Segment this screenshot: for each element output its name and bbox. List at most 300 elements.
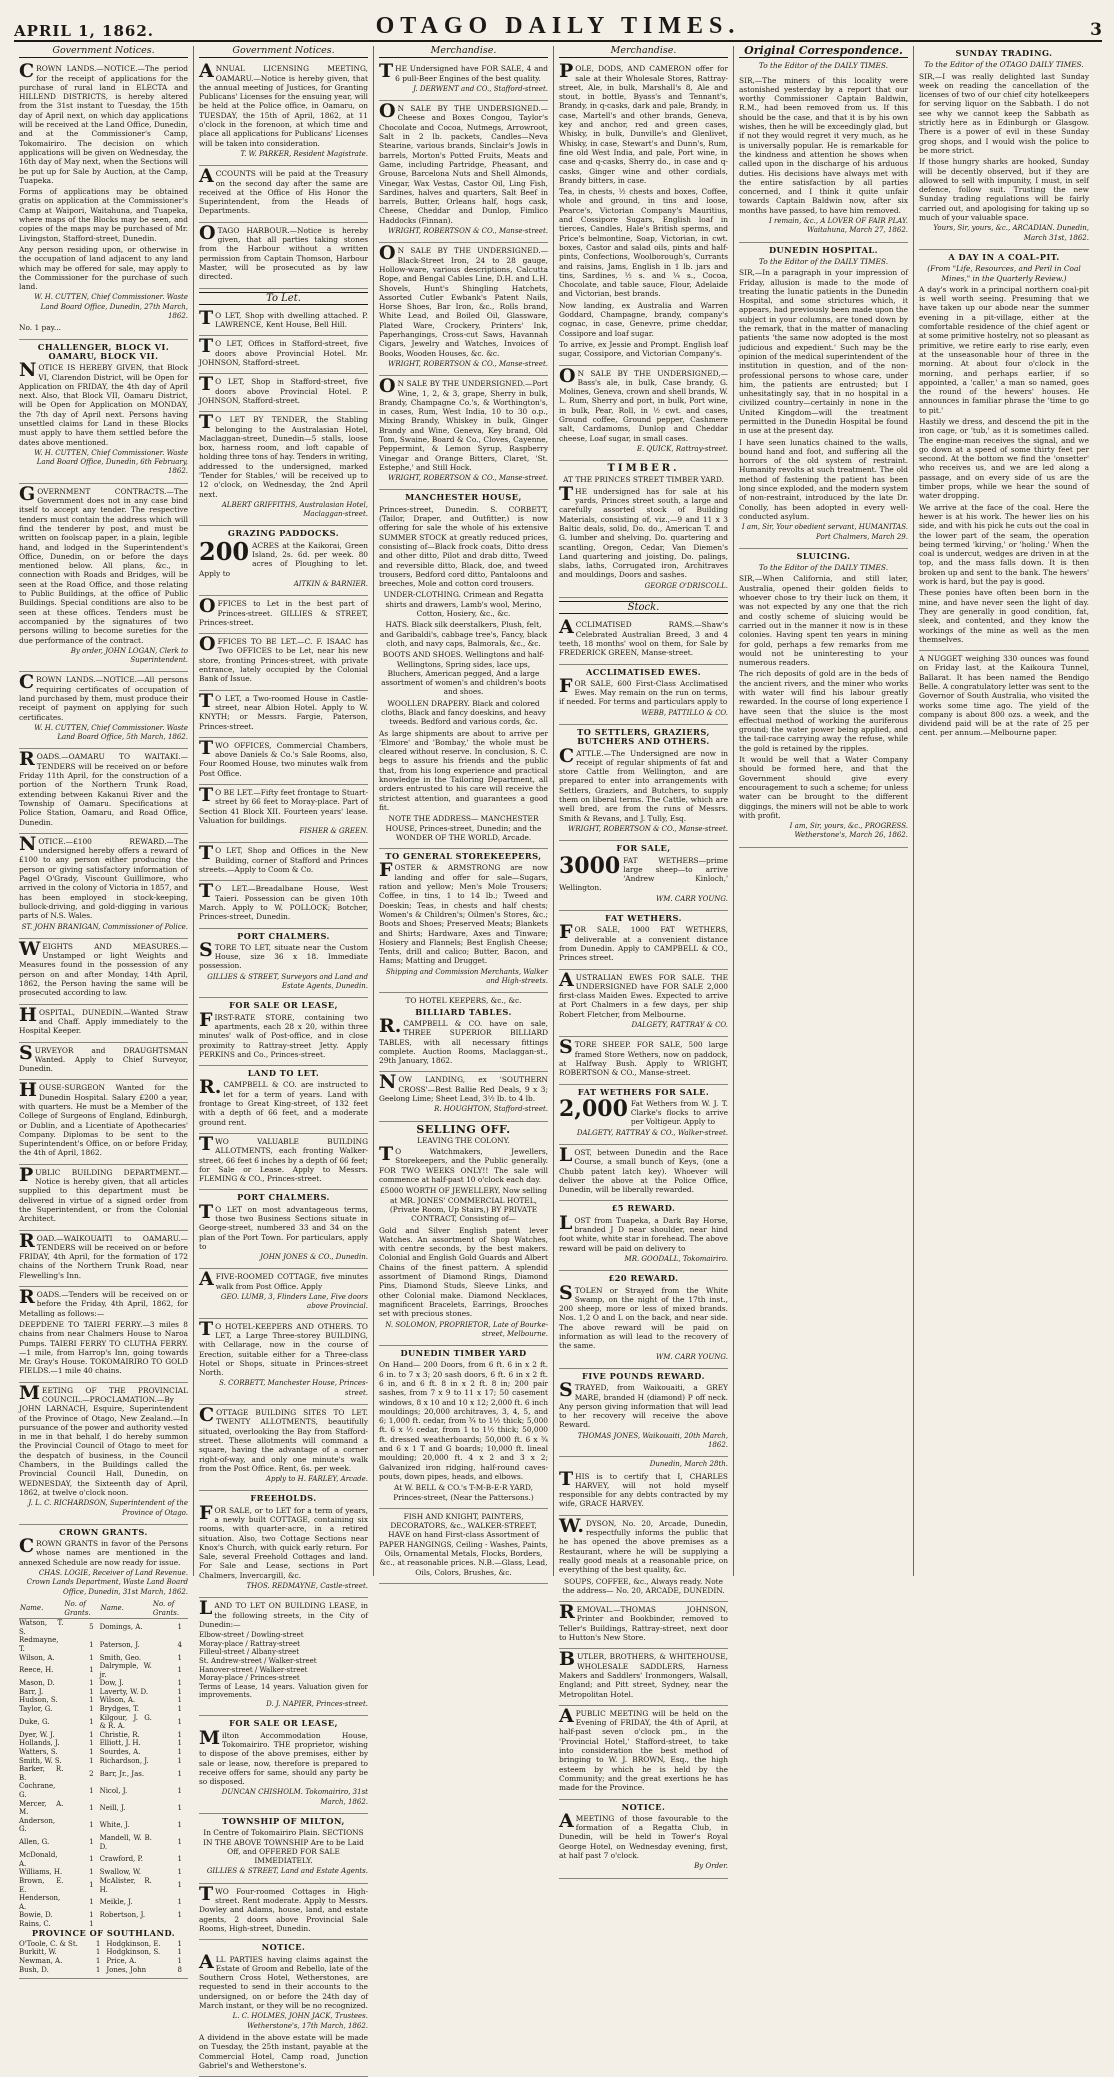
advert-text: SOUPS, COFFEE, &c., Always ready. Note the address— No. 20, ARCADE, DUNEDIN. xyxy=(562,1576,725,1595)
advert xyxy=(559,911,728,969)
advert-signature: DUNCAN CHISHOLM. Tokomairiro, 31st March, 1862. xyxy=(221,1788,368,1806)
table-cell: Hodgkinson, E. xyxy=(106,1939,161,1948)
table-cell: Domings, A. xyxy=(99,1623,143,1632)
advert xyxy=(199,634,368,690)
column-header: Original Correspondence. xyxy=(739,46,908,58)
table-cell: Hodgkinson, S. xyxy=(106,1948,161,1957)
advert-text: LOST from Tuapeka, a Dark Bay Horse, branded J D near shoulder, near hind foot white, white star in forehead. The above reward will be paid on delivery to xyxy=(559,1211,728,1253)
letter-signature: I remain, &c., A LOVER OF FAIR PLAY. Waitahuna, March 27, 1862. xyxy=(769,217,908,235)
advert-signature: Shipping and Commission Merchants, Walker and High-streets. xyxy=(385,967,548,986)
advert xyxy=(199,738,368,785)
notice-heading: NOTICE. xyxy=(621,1801,666,1812)
advert-text: LOST, between Dunedin and the Race Course, a small bunch of Keys, (one a Chubb patent latch key). Whoever will deliver the above at the Police Office, Dunedin, will be liberally rewarded. xyxy=(559,1143,728,1195)
table-cell: 1 xyxy=(177,1821,182,1830)
advert xyxy=(199,596,368,634)
advert-text: THE undersigned has for sale at his yards, Princes street south, a large and carefully assorted stock of Building Materials, consisting of, viz.,—9 and 11 x 3 Baltic deals, solid, Do. do., American T. and G. lumber and shelving, Do. quartering and scantling, Oregon, Cedar, Van Diemen's Land quartering and joisting, Do. palings, slabs, laths, Corrugated iron, Architraves and mouldings, Doors and sashes. xyxy=(559,482,728,580)
notice xyxy=(19,1005,188,1043)
advert-text: Fat Wethers from W. J. T. Clarke's flocks to arrive per Voltigeur. Apply to xyxy=(630,1098,728,1127)
column-header: Government Notices. xyxy=(19,46,188,58)
advert-text: BUTLER, BROTHERS, & WHITEHOUSE, WHOLESALE SADDLERS, Harness Makers and Saddlers' Ironmongers, Walsall, England; and Pitt street, Sydney, near the Metropolitan Hotel. xyxy=(559,1648,728,1699)
advert-signature: E. QUICK, Rattray-street. xyxy=(636,444,728,453)
advert xyxy=(199,929,368,999)
table-cell: Hudson, S. xyxy=(19,1696,58,1705)
advert xyxy=(199,1491,368,1598)
table-cell: Cochrane, G. xyxy=(19,1782,56,1799)
advert xyxy=(379,1122,548,1347)
advert-heading: TO GENERAL STOREKEEPERS, xyxy=(385,851,542,862)
advert xyxy=(559,1457,728,1515)
table-cell: 1 xyxy=(177,1881,182,1890)
advert-text: UNDER-CLOTHING. Crimean and Regatta shirts and drawers, Lamb's wool, Merino, Cotton, Hosiery, &c., &c. xyxy=(383,590,544,619)
southland-table xyxy=(19,1940,188,1974)
table-cell: 1 xyxy=(95,1965,101,1974)
table-cell: Jones, John xyxy=(106,1965,147,1974)
article-heading: A DAY IN A COAL-PIT. xyxy=(948,251,1060,262)
advert-text: Milton Accommodation House, Tokomairiro. THE proprietor, wishing to dispose of the above premises, either by sale or lease, now, therefore is prepared to receive offers for same, should any party be so disposed. xyxy=(199,1726,368,1787)
advert-text: APUBLIC MEETING will be held on the Evening of FRIDAY, the 4th of April, at half-past seven o'clock pm., in the 'Provincial Hotel,' Stafford-street, to take into consideration the best method of bringing to W. J. BROWN, Esq., the high esteem by which he is held by the Community; and the great exertions he has made for the Province. xyxy=(559,1704,728,1793)
table-cell: Watson, T. S. xyxy=(19,1619,64,1636)
advert-heading: TO SETTLERS, GRAZIERS, BUTCHERS AND OTHERS. xyxy=(577,727,710,747)
notice-text: HOUSE-SURGEON Wanted for the Dunedin Hospital. Salary £200 a year, with quarters. He must be a Member of the College of Surgeons of England, Edinburgh, or Dublin, and a Licentiate of Apothecaries' Company. Diplomas to be sent to the Superintendent's Office, on or before Friday, the 4th of April, 1862. xyxy=(19,1079,188,1158)
advert xyxy=(199,785,368,843)
notice-signature: CHAS. LOGIE, Receiver of Land Revenue. Crown Lands Department, Waste Land Board Office, Dunedin, 31st March, 1862. xyxy=(26,1569,188,1596)
notice-text: Forms of applications may be obtained gratis on application at the Commissioner's Camp at Waipori, Waitahuna, and Tuapeka, where maps of the Blocks may be seen, and copies of the maps may be purchased of Mr. Livingston, Stafford-street, Dunedin. xyxy=(19,187,188,243)
table-cell: 1 xyxy=(177,1786,182,1795)
notice-heading: CROWN GRANTS. xyxy=(59,1526,148,1537)
table-cell: 1 xyxy=(89,1898,94,1907)
table-cell: 1 xyxy=(89,1911,94,1920)
table-row xyxy=(19,1654,188,1663)
notice-text: ROADS.—Tenders will be received on or before the Friday, 4th April, 1862, for Metalling as follows:— xyxy=(19,1286,188,1318)
table-row xyxy=(19,1731,188,1740)
advert-signature: WRIGHT, ROBERTSON & CO., Manse-street. xyxy=(388,227,548,236)
advert xyxy=(379,1072,548,1121)
notice-text: ROAD.—WAIKOUAITI to OAMARU.—TENDERS will be received on or before FRIDAY, 4th April, for the formation of 172 chains of the Northern Trunk Road, near Flewelling's Inn. xyxy=(19,1229,188,1280)
table-cell: 1 xyxy=(89,1640,94,1649)
advert-text: ON SALE BY THE UNDERSIGNED.—Black-Street Iron, 24 to 28 gauge, Hollow-ware, various descriptions, Calcutta Rope, and Bengal Cables Line, D.H. and L.H. Shovels, Hunt's Shingling Hatchets, Assorted Cutler Ewbank's Patent Nails, Horse Shoes, Bar Iron, &c., Rolls brand, White Lead, and Boiled Oil, Glassware, Plated Ware, Crockery, Printers' Ink, Paperhangings, Cross-cut Saws, Havannah Cigars, Jewelry and Watches, Invoices of Books, Wooden Houses, &c. &c. xyxy=(379,242,548,358)
advert xyxy=(379,61,548,101)
table-cell: White, J. xyxy=(99,1821,130,1830)
table-cell: 5 xyxy=(89,1623,94,1632)
advert-signature: WRIGHT, ROBERTSON & CO., Manse-street. xyxy=(388,359,548,368)
advert xyxy=(199,998,368,1066)
advert-text: TO LET, Shop with dwelling attached. P. LAWRENCE, Kent House, Bell Hill. xyxy=(199,306,368,330)
table-cell: 1 xyxy=(177,1956,182,1965)
table-cell: 1 xyxy=(177,1948,182,1957)
notice-text: OTAGO HARBOUR.—Notice is hereby given, that all parties taking stones from the Harbour without a written permission from Captain Thomson, Harbour Master, will be prosecuted as by law directed. xyxy=(199,221,368,282)
advert-text: AFIVE-ROOMED COTTAGE, five minutes walk from Post Office. Apply xyxy=(199,1268,368,1291)
table-cell: Brydges, T. xyxy=(99,1705,140,1714)
list-item: Hanover-street / Walker-street xyxy=(199,1665,308,1674)
table-cell: Reece, H. xyxy=(19,1666,54,1675)
letter-signature: Yours, Sir, yours, &c., ARCADIAN. Dunedin, March 31st, 1862. xyxy=(933,224,1089,242)
advert xyxy=(559,1516,728,1602)
table-cell: Dow, J. xyxy=(99,1679,124,1688)
table-row xyxy=(19,1851,188,1868)
table-cell: Dalrymple, W. jr. xyxy=(99,1662,152,1679)
table-row xyxy=(19,1868,188,1877)
table-cell: Smith, W. S. xyxy=(19,1756,62,1765)
section-heading: Stock. xyxy=(559,601,728,614)
advert xyxy=(379,101,548,243)
table-cell: 1 xyxy=(95,1956,101,1965)
notice-text: MEETING OF THE PROVINCIAL COUNCIL.—PROCLAMATION.—By JOHN LARNACH, Esquire, Superintendent of the Province of Otago, New Zealand.—In pursuance of the power and authority vested in me in that behalf, I do hereby summon the Provincial Council of Otago to meet for the despatch of business, in the Council Chambers, in the Buildings called the Provincial Council Hall, Dunedin, on WEDNESDAY, the Sixteenth day of April, 1862, at twelve o'clock noon. xyxy=(19,1381,188,1497)
advert-text: Now landing, ex Australia and Warren Goddard, Champagne, brandy, company's cognac, in case, Genevre, prime cheddar, Cossipore and loaf sugar. xyxy=(559,300,728,338)
table-cell: 1 xyxy=(177,1868,182,1877)
advert-text: TO LET, Shop and Offices in the New Building, corner of Stafford and Princes streets.—Apply to Coom & Co. xyxy=(199,842,368,875)
advert-signature: DALGETY, RATTRAY & CO., Walker-street. xyxy=(576,1128,728,1137)
notice-signature: ST. JOHN BRANIGAN, Commissioner of Police. xyxy=(21,922,188,931)
table-cell: 1 xyxy=(177,1748,182,1757)
column-2 xyxy=(194,45,374,2070)
table-cell: Taylor, G. xyxy=(19,1705,53,1714)
column-header: Merchandise. xyxy=(379,46,548,58)
article-text: These ponies have often been born in the mine, and have never seen the light of day. They are generally in good condition, fat, sleek, and contented, and they know the workings of the mine as well as the men themselves. xyxy=(919,588,1089,644)
advert xyxy=(559,970,728,1038)
letter-signature: I am, Sir, Your obedient servant, HUMANITAS. Port Chalmers, March 29. xyxy=(741,523,908,541)
advert xyxy=(559,1271,728,1369)
table-row xyxy=(19,1800,188,1817)
table-cell: 1 xyxy=(177,1739,182,1748)
list-item: Terms of Lease, 14 years. Valuation given for improvements. xyxy=(199,1682,368,1700)
notice-text: DEEPDENE TO TAIERI FERRY.—3 miles 8 chains from near Chalmers House to Naroa Pumps. TAIERI FERRY TO CLUTHA FERRY.—1 mile, from Harrop's Inn, going towards Mr. Gray's House. TOKOMAIRIRO TO GOLD FIELDS.—1 mile 40 chains. xyxy=(19,1319,188,1376)
letter-text: It would be well that a Water Company should be formed here, and that the Government should give every encouragement to such a scheme; for unless water can be brought to the different diggings, the miners will not be able to work with profit. xyxy=(739,755,908,820)
table-cell: 1 xyxy=(89,1717,94,1726)
table-cell: 1 xyxy=(177,1653,182,1662)
table-cell: Sourdes, A. xyxy=(99,1748,141,1757)
table-cell: Elliott, J. H. xyxy=(99,1739,141,1748)
notice-text: NOTICE IS HEREBY GIVEN, that Block VI, Clarendon District, will be Open for Application on FRIDAY, the 4th day of April next. Also, that Block VII, Oamaru District, will be Open for Application on MONDAY, the 7th day of April next. Persons having unsettled claims for Land in these Blocks must apply to have them settled before the dates above mentioned. xyxy=(19,359,188,447)
advert-text: OFFICES to Let in the best part of Princes-street. GILLIES & STREET, Princes-street. xyxy=(199,595,368,627)
table-cell: Wilson, A. xyxy=(19,1653,55,1662)
advert-text: FOR SALE, 600 First-Class Acclimatised Ewes. May remain on the run on terms, if needed. For terms and particulars apply to xyxy=(559,674,728,707)
notice-signature: J. L. C. RICHARDSON, Superintendent of the Province of Otago. xyxy=(28,1499,188,1517)
notice xyxy=(19,1165,188,1231)
table-row xyxy=(19,1911,188,1920)
table-row xyxy=(19,1714,188,1731)
advert xyxy=(199,1134,368,1190)
advert-text: TWO OFFICES, Commercial Chambers, above Daniels & Co.'s Sale Rooms, also, Four Roomed House, two minutes walk from Post Office. xyxy=(199,736,368,778)
advert xyxy=(199,1066,368,1134)
notice-text: HOSPITAL, DUNEDIN.—Wanted Straw and Chaff. Apply immediately to the Hospital Keeper. xyxy=(19,1003,188,1036)
table-cell: 1 xyxy=(89,1786,94,1795)
advert-signature: JOHN JONES & CO., Dunedin. xyxy=(260,1253,368,1262)
table-row xyxy=(19,1966,188,1975)
table-cell: 1 xyxy=(177,1717,182,1726)
advert-text: ON SALE BY THE UNDERSIGNED.—Cheese and Boxes Congou, Taylor's Chocolate and Cocoa, Nutmegs, Arrowroot, Salt in 2 lb. packets, Candles—Neva Stearine, various brands, Sinclair's Jowls in barrels, Morton's Potted Fruits, Meats and Game, including Partridge, Pheasant, and Grouse, Barcelona Nuts and Shell Almonds, Vinegar, Wax Vestas, Castor Oil, Ling Fish, Sardines, halves and quarters, Salt Beef in barrels, Butter, Orleans half, hogs cask, Cheese, Cheddar and Dunlop, Fimlico Haddocks (Finnan). xyxy=(379,100,548,225)
table-cell: 1 xyxy=(95,1948,101,1957)
table-cell: Redmayne, T. xyxy=(19,1636,59,1653)
advert xyxy=(559,1706,728,1800)
letter-text: SIR,—I was really delighted last Sunday week on reading the cancellation of the licenses of two of our chief city hotelkeepers for serving liquor on the Sabbath. I do not see why we cannot keep the Sabbath as strictly here as in Edinburgh or Glasgow. There is a power of evil in these Sunday grog shops, and I would wish the police to be more strict. xyxy=(919,71,1089,155)
advert-text: TO LET, Offices in Stafford-street, five doors above Provincial Hotel. Mr. JOHNSON, Stafford-street. xyxy=(199,335,368,368)
advert xyxy=(559,1085,728,1145)
advert xyxy=(199,1269,368,1318)
notice xyxy=(19,1080,188,1164)
street-list xyxy=(199,1631,368,1700)
advert-text: TO LET.—Breadalbane House, West Taieri. Possession can be given 10th March. Apply to W. POLLOCK; Botcher, Princes-street, Dunedin. xyxy=(199,880,368,922)
advert xyxy=(199,336,368,374)
table-header: Name. xyxy=(100,1599,152,1619)
advert-date: Dunedin, March 28th. xyxy=(649,1460,728,1469)
advert-text: Princes-street, Dunedin. S. CORBETT, (Tailor, Draper, and Outfitter,) is now offering for sale the whole of his extensive SUMMER STOCK at greatly reduced prices, consisting of—Black frock coats, Ditto dress and other ditto, Pilot and drab ditto, Tweed and reversible ditto, Black, doe, and tweed trousers, Bedford cord ditto, Pantaloons and breeches, Mole and cotton cord trousers. xyxy=(379,504,548,589)
table-cell: Kilgour, J. G. & R. A. xyxy=(99,1713,152,1731)
table-cell: Mason, D. xyxy=(19,1679,55,1688)
notice-heading: CHALLENGER, BLOCK VI. OAMARU, BLOCK VII. xyxy=(37,341,170,361)
advert-heading: FAT WETHERS. xyxy=(605,913,682,924)
table-cell: Richardson, J. xyxy=(99,1756,149,1765)
table-row xyxy=(19,1619,188,1637)
table-cell: 1 xyxy=(89,1821,94,1830)
table-row xyxy=(19,1739,188,1748)
advert-signature: ALBERT GRIFFITHS, Australasian Hotel, Maclaggan-street. xyxy=(221,500,368,519)
advert-heading: LAND TO LET. xyxy=(247,1068,320,1079)
advert-signature: GEORGE O'DRISCOLL. xyxy=(644,581,728,590)
table-cell: 2 xyxy=(89,1769,94,1778)
table-row xyxy=(19,1817,188,1834)
advert xyxy=(379,243,548,376)
notice-text: A dividend in the above estate will be made on Tuesday, the 25th instant, payable at the Commercial Hotel, Camp road, Junction Gabriel's and Wetherstone's. xyxy=(199,2032,368,2070)
advert xyxy=(199,881,368,928)
notice xyxy=(19,1043,188,1081)
advert-text: LAND TO LET ON BUILDING LEASE, in the following streets, in the City of Dunedin:— xyxy=(199,1597,368,1629)
advert-text: FOR SALE, or to LET for a term of years, a newly built COTTAGE, containing six rooms, with quarter-acre, in a retired situation. Also, two Cottage Sections near Knox's Church, with quick early return. For Sale, several Freehold Cottages and land. For Sale and Lease, sections in Port Chalmers, Invercargill, &c. xyxy=(199,1501,368,1580)
letter-text: If those hungry sharks are hooked, Sunday will be decently observed, but if they are allowed to sell with impunity, I must, in self defence, follow suit. Trusting the new Sunday trading regulations will be fairly carried out, and apologising for taking up so much of your valuable space. xyxy=(919,157,1089,223)
notice xyxy=(19,1287,188,1383)
table-row xyxy=(19,1688,188,1697)
notice xyxy=(19,61,188,339)
notice-text: PUBLIC BUILDING DEPARTMENT.—Notice is hereby given, that all articles supplied to this department must be delivered in virtue of a signed order from the Superintendent, or from the Colonial Architect. xyxy=(19,1163,188,1224)
advert-text: At W. BELL & CO.'s T-M-B-E-R YARD, Princes-street, (Near the Pattersons.) xyxy=(393,1483,534,1502)
table-cell: Neill, J. xyxy=(99,1803,126,1812)
advert-text: LEAVING THE COLONY. xyxy=(417,1135,510,1145)
advert-heading: FREEHOLDS. xyxy=(250,1493,317,1504)
list-item: Elbow-street / Dowling-street xyxy=(199,1631,304,1640)
table-cell: 1 xyxy=(177,1730,182,1739)
notice-text: GOVERNMENT CONTRACTS.—The Government does not in any case bind itself to accept any tender. The respective tenders must contain the address which will find the tenderer by post, and must be written on foolscap paper, in a plain, legible hand, and lodged in the Superintendent's Office, Dunedin, on or before the days mentioned below. All plans, &c., in connection with Roads and Bridges, will be seen at the Road Office, and those relating to Public Buildings, at the office of Public Buildings. Special conditions are also to be seen at these offices. Tenders must be accompanied by the signatures of two persons willing to become sureties for the due performance of the contract. xyxy=(19,482,188,645)
table-cell: 1 xyxy=(177,1939,182,1948)
table-cell: Newman, A. xyxy=(19,1956,63,1965)
advert-signature: WRIGHT, ROBERTSON & CO., Manse-street. xyxy=(568,824,728,833)
list-item: Moray-place / Princes-street xyxy=(199,1674,300,1683)
notice-text: ALL PARTIES having claims against the Estate of Groom and Rebello, late of the Southern Cross Hotel, Wetherstones, are requested to send in their accounts to the undersigned, on or before the 24th day of March instant, or they will be no recognized. xyxy=(199,1950,368,2011)
table-cell: 4 xyxy=(177,1640,182,1649)
advert-heading: PORT CHALMERS. xyxy=(237,1192,330,1203)
table-cell: Meikle, J. xyxy=(99,1898,133,1907)
column-1 xyxy=(14,45,194,1974)
table-row xyxy=(19,1757,188,1766)
advert xyxy=(199,1884,368,1940)
advert-signature: WM. CARR YOUNG. xyxy=(656,894,728,903)
advert-text: Tea, in chests, ½ chests and boxes, Coffee, whole and ground, in tins and loose, Pearce's, Victorian Company's Mauritius, and Cossipore Sugars, English loaf in tierces, Candles, Hale's British sperms, and Price's belmontine, Soap, Victorian, in cwt. boxes, Castor and salad oils, pints and half-pints, Confections, Woolborough's, Currants and raisins, Jams, English in 1 lb. jars and tins, Sardines, ½ s. and ¼ s., Cocoa, Chocolate, and table sauce, Flour, Adelaide and Victorian, best brands. xyxy=(559,187,728,299)
advert xyxy=(559,1201,728,1271)
advert-signature: N. SOLOMON, PROPRIETOR, Late of Bourke-street, Melbourne. xyxy=(385,1320,548,1338)
advert-heading: FOR SALE OR LEASE, xyxy=(229,1718,338,1729)
advert xyxy=(199,843,368,881)
table-cell: 1 xyxy=(89,1705,94,1714)
editor-salutation: To the Editor of the OTAGO DAILY TIMES. xyxy=(924,60,1084,70)
table-row xyxy=(19,1705,188,1714)
advert-signature: THOMAS JONES, Waikouaiti, 20th March, 1862. xyxy=(577,1431,728,1449)
advert-signature: FISHER & GREEN. xyxy=(299,827,368,836)
table-cell: Christie, R. xyxy=(99,1730,140,1739)
table-cell: 1 xyxy=(89,1838,94,1847)
advert-heading: £5 REWARD. xyxy=(611,1203,676,1214)
advert-heading: MANCHESTER HOUSE, xyxy=(405,492,522,503)
advert xyxy=(199,1814,368,1884)
columns xyxy=(14,44,1102,2070)
column-6 xyxy=(914,46,1094,1576)
notice xyxy=(199,61,368,166)
advert-text: R.CAMPBELL & CO. are instructed to let for a term of years. Land with frontage to Great King-street, of 132 feet with a depth of 66 feet, and a moderate ground rent. xyxy=(199,1076,368,1127)
advert-signature: WM. CARR YOUNG. xyxy=(656,1352,728,1361)
table-row xyxy=(19,1894,188,1911)
advert-signature: GILLIES & STREET, Land and Estate Agents. xyxy=(206,1867,368,1876)
table-cell: 1 xyxy=(89,1696,94,1705)
table-cell: Williams, H. xyxy=(19,1868,63,1877)
notice-heading: NOTICE. xyxy=(261,1942,306,1953)
table-cell: 1 xyxy=(177,1679,182,1688)
advert-text: W.DYSON, No. 20, Arcade, Dunedin, respectfully informs the public that he has opened the above premises as a Restaurant, where he will be supplying a really good meals at a reasonable price, on everything of the best quality, &c. xyxy=(559,1514,728,1575)
table-cell: 1 xyxy=(89,1748,94,1757)
editor-salutation: To the Editor of the DAILY TIMES. xyxy=(758,61,889,71)
notice-signature: T. W. PARKER, Resident Magistrate. xyxy=(240,149,368,158)
notice-text: No. 1 pay... xyxy=(19,323,61,333)
table-cell: Barr, J. xyxy=(19,1687,44,1696)
page-number: 3 xyxy=(1090,20,1102,40)
table-cell: O'Toole, C. & St. xyxy=(19,1939,78,1948)
advert-text: TO BE LET.—Fifty feet frontage to Stuart-street by 66 feet to Moray-place. Part of Section 41 Block XII. Fourteen years' lease. Valuation for buildings. xyxy=(199,784,368,825)
newspaper-title: OTAGO DAILY TIMES. xyxy=(375,13,741,39)
advert-text: STORE SHEEP. FOR SALE, 500 large framed Store Wethers, now on paddock, at Halfway Bush. Apply to WRIGHT, ROBERTSON & CO., Manse-street. xyxy=(559,1036,728,1078)
advert-text: POLE, DODS, AND CAMERON offer for sale at their Wholesale Stores, Rattray-street, Ale, in bulk, Marshall's 8, Ale and stout, in bottle, Byass's and Tennant's, Brandy, in q-casks, dark and pale, Brandy, in case, Martell's and other brands, Geneva, key and anchor, red and green cases, Whisky, in bulk, Dunville's and Glenlivet, Whisky, in case, Stewart's and Dunn's, Rum, fine old West India, and pale, Port wine, in case and q-casks, Sherry do., in case and q-casks, Ginger wine and other cordials, Brandy bitters, in case. xyxy=(559,60,728,185)
advert-text: To arrive, ex Jessie and Prompt. English loaf sugar, Cossipore, and Victorian Company's. xyxy=(559,339,728,359)
notice-text: NOTICE.—£100 REWARD.—The undersigned hereby offers a reward of £100 to any person either producing the person or giving satisfactory information of Pagel O'Grady, Viscount Guillimore, who arrived in the colony of Victoria in 1857, and has been employed in stock-keeping, bullock-driving, and gold-digging in various parts of N.S. Wales. xyxy=(19,832,188,921)
table-cell: 1 xyxy=(177,1705,182,1714)
table-row xyxy=(19,1662,188,1679)
table-cell: Swallow, W. xyxy=(99,1868,142,1877)
table-cell: 1 xyxy=(177,1756,182,1765)
notice xyxy=(19,939,188,1005)
advert-heading: GRAZING PADDOCKS. xyxy=(227,528,340,539)
table-cell: Henderson, A. xyxy=(19,1894,61,1911)
table-cell: 1 xyxy=(177,1838,182,1847)
notice-text: CROWN GRANTS in favor of the Persons whose names are mentioned in the annexed Schedule are now ready for issue. xyxy=(19,1535,188,1567)
advert-text: ON SALE BY THE UNDERSIGNED.—Port Wine, 1, 2, & 3, grape, Sherry in bulk, Brandy, Champagne Co.'s, & Worthington's, in cases, Rum, West India, 10 to 30 o.p., Mixing Brandy, Whiskey in bulk, Ginger Brandy and Wine, Geneva, Key brand, Old Tom, Swaine, Board & Co., Cloves, Cayenne, Peppermint, & Lemon Syrup, Raspberry Vinegar and Orange Bitters, Claret, 'St. Estephe,' and Still Hock. xyxy=(379,375,548,472)
table-cell: Mandell, W. B. D. xyxy=(99,1833,152,1851)
advert-text: R.CAMPBELL & CO. have on sale, THREE SUPERIOR BILLIARD TABLES, with all necessary fittings complete. Auction Rooms, Maclaggan-st., 29th January, 1862. xyxy=(379,1014,548,1066)
advert-text: COTTAGE BUILDING SITES TO LET. TWENTY ALLOTMENTS, beautifully situated, overlooking the Bay from Stafford-street. These allotments will command a square, having the advantage of a corner right-of-way, and only one minute's walk from the Post Office. Rent, 6s. per week. xyxy=(199,1404,368,1473)
advert-big-number: 2,000 xyxy=(559,1095,628,1122)
advert-text: Gold and Silver English patent lever Watches. An assortment of Shop Watches, with centre seconds, by the best makers. Colonial and English Gold Guards and Albert Chains of the finest pattern. A splendid assortment of Diamond Rings, Diamond Pins, Diamond Studs, Sleeve Links, and other Colonial make. Diamond Necklaces, magnificent Bracelets, Earrings, Brooches set with precious stones. xyxy=(379,1225,548,1319)
table-cell: 1 xyxy=(177,1911,182,1920)
advert-text: REMOVAL.—THOMAS JOHNSON, Printer and Bookbinder, removed to Teller's Buildings, Rattray-street, next door to Hutton's New Store. xyxy=(559,1601,728,1643)
advert-heading: FOR SALE OR LEASE, xyxy=(229,1000,338,1011)
notice-text: AMEETING of those favourable to the formation of a Regatta Club, in Dunedin, will be held in Tower's Royal George Hotel, on Wednesday evening, first, at half past 7 o'clock. xyxy=(559,1809,728,1860)
letter xyxy=(739,243,908,549)
advert-signature: R. HOUGHTON, Stafford-street. xyxy=(434,1105,548,1114)
notice xyxy=(559,1800,728,1879)
issue-date: APRIL 1, 1862. xyxy=(14,22,155,40)
letter-heading: SUNDAY TRADING. xyxy=(955,48,1053,58)
advert xyxy=(559,1649,728,1705)
notice-signature: L. C. HOLMES, JOHN JACK, Trustees. Wetherstone's, 17th March, 1862. xyxy=(232,2012,368,2030)
article-text: A NUGGET weighing 330 ounces was found on Friday last, at the Kaikoura Tunnel, Ballarat. It has been named the Bendigo Belle. A congratulatory letter was sent to the Governor of South Australia, who visited the works some time ago. The yield of the company is about 800 ozs. a week, and the dividend paid will be at the rate of 25 per cent. per annum.—Melbourne paper. xyxy=(919,654,1089,738)
advert-text: As large shipments are about to arrive per 'Elmore' and 'Bombay,' the whole must be cleared without reserve. In conclusion, S. C. begs to assure his friends and the public that, from his long experience and practical knowledge in the Tailoring Department, all orders entrusted to his care will receive the strictest attention, and guarantees a good fit. xyxy=(379,728,548,812)
section-heading: To Let. xyxy=(199,292,368,305)
advert-text: On Hand— 200 Doors, from 6 ft. 6 in x 2 ft. 6 in. to 7 x 3; 20 sash doors, 6 ft. 6 in x 2 ft. 6 in, and 6 ft. 8 in x 2 ft. 8 in; 200 pair sashes, from 7 x 9 to 11 x 17; 50 casement windows, 8 x 10 and 10 x 12; 2,000 ft. 6 inch mouldings; 20,000 architraves, 3, 4, 5, and 6; 1,000 ft. cedar, from ¾ to 1½ thick; 5,000 ft. 6 x ½ cedar, from 1 to 1½ thick; 50,000 ft. dressed weatherboards; 50,000 ft. 6 x ¾ and 6 x 1 T and G boards; 10,000 ft. lineal moulding; 20,000 ft. 4 x 2 and 3 x 2; Galvanized iron ridging, half-round caves-pouts, down pipes, heads, and elbows. xyxy=(379,1360,548,1481)
advert xyxy=(199,1405,368,1491)
advert xyxy=(559,725,728,841)
editor-salutation: To the Editor of the DAILY TIMES. xyxy=(758,256,889,266)
column-header: Government Notices. xyxy=(199,46,368,58)
table-row xyxy=(19,1748,188,1757)
notice-text: WEIGHTS AND MEASURES.—Unstamped or light Weights and Measures found in the possession of any person on and after Monday, 14th April, 1862, the Person having the same will be prosecuted according to law. xyxy=(19,937,188,998)
advert-text: FOSTER & ARMSTRONG are now landing and offer for sale—Sugars, ration and yellow; Men's Mole Trousers; Coffee, in tins, 1 to 14 lb.; Tweed and Doeskin; Teas, in chests and half chests; Women's & Children's; Oilmen's Stores, &c.; Boots and Shoes; Preserved Meats; Blankets and Shirts; Hardware, Axes and Tinware; Hosiery and Flannels; Best English Cheese; Tents, drill and calico; Butter, Bacon, and Hams; Matting and Drugget. xyxy=(379,859,548,966)
table-cell: 1 xyxy=(89,1881,94,1890)
table-cell: Barr, Jr., Jas. xyxy=(99,1769,145,1778)
table-row xyxy=(19,1834,188,1851)
table-cell: 1 xyxy=(89,1653,94,1662)
table-cell: 1 xyxy=(89,1730,94,1739)
notice-signature: W. H. CUTTEN, Chief Commissioner. Waste Land Board Office, 5th March, 1862. xyxy=(34,723,188,742)
advert-text: ACCLIMATISED RAMS.—Shaw's Celebrated Australian Breed, 3 and 4 teeth, 18 months' wool on them, for Sale by FREDERICK GREEN, Manse-street. xyxy=(559,616,728,658)
table-cell: 1 xyxy=(89,1868,94,1877)
table-row xyxy=(19,1782,188,1799)
advert-text: FAT WETHERS—prime large sheep—to arrive 'Andrew Kinloch,' Wellington. xyxy=(559,855,728,893)
advert xyxy=(199,308,368,337)
table-cell: 1 xyxy=(89,1756,94,1765)
advert-text: NOW LANDING, ex 'SOUTHERN CROSS'—Best Ballie Red Deals, 9 x 3; Geelong Lime; Sheet Lead, 3½ lb. to 4 lb. xyxy=(379,1071,548,1103)
advert-signature: WRIGHT, ROBERTSON & CO., Manse-street. xyxy=(388,474,548,483)
advert-text: £5000 WORTH OF JEWELLERY, Now selling at MR. JONES' COMMERCIAL HOTEL, (Private Room, Up Stairs,) BY PRIVATE CONTRACT, Consisting of— xyxy=(379,1186,548,1224)
advert xyxy=(379,1346,548,1509)
advert-text: THE Undersigned have FOR SALE, 4 and 6 pull-Beer Engines of the best quality. xyxy=(379,60,548,83)
letter-text: The rich deposits of gold are in the beds of the ancient rivers, and the miner who works with water will find his labour greatly rewarded. In the course of long experience I have seen that the sluice is the most effectual method of working the auriferous ground; the water power being applied, and the tail-race carrying away the refuse, while the gold is retained by the ripples. xyxy=(739,669,908,753)
advert xyxy=(199,1716,368,1814)
table-cell: 1 xyxy=(89,1919,94,1928)
table-cell: Nicol, J. xyxy=(99,1786,128,1795)
advert xyxy=(559,1369,728,1457)
letter-text: SIR,—In a paragraph in your impression of Friday, allusion is made to the mode of treating the lunatic patients in the Dunedin Hospital, and some strictures which, it appears, had previously been made upon the subject in your columns, are toned down by the remark, that in the matter of manacling patients 'the same now adopted is the most judicious and expedient.' Such may be the opinion of the medical superintendent of the institution in question, and of the non-professional persons to whose care, under him, the patients are entrusted; but I unhesitatingly say, that in no hospital in a civilized country—certainly in none in the United Kingdom—will the treatment permitted in the Dunedin Hospital be found in use at the present day. xyxy=(739,268,908,436)
advert-signature: THOS. REDMAYNE, Castle-street. xyxy=(246,1582,368,1591)
advert-big-number: 200 xyxy=(199,536,250,566)
article-text: A day's work in a principal northern coal-pit is well worth seeing. Presuming that we have taken up our abode near the summer evening in a pit-village, either at the comfortable residence of the chief agent or at some primitive hostelry, not so pleasant as primitive, we retire early to rise early, even at the unseasonable hour of three in the morning. At about four o'clock in the morning, and perhaps earlier, if so appointed, a 'caller,' a man so named, goes the round of the hewers' houses. He announces in familiar phrase the 'time to go to pit.' xyxy=(919,284,1089,415)
advert xyxy=(379,1509,548,1584)
advert-text: AUSTRALIAN EWES FOR SALE. THE UNDERSIGNED have FOR SALE 2,000 first-class Maiden Ewes. Expected to arrive at Port Chalmers in a few days, per ship Robert Fletcher, from Melbourne. xyxy=(559,968,728,1019)
table-cell: 1 xyxy=(177,1687,182,1696)
table-cell: Duke, G. xyxy=(19,1717,50,1726)
advert xyxy=(199,691,368,738)
advert-signature: GEO. LUMB, 3, Flinders Lane, Five doors above Provincial. xyxy=(220,1293,368,1311)
table-row xyxy=(19,1679,188,1688)
notice-text: CROWN LANDS.—NOTICE.—All persons requiring certificates of occupation of land purchased by them, must produce their receipt of payment on applying for such certificates. xyxy=(19,671,188,722)
advert-heading: FAT WETHERS FOR SALE. xyxy=(577,1086,710,1097)
notice-signature: By order, JOHN LOGAN, Clerk to Superintendent. xyxy=(70,646,188,665)
advert xyxy=(379,849,548,993)
table-cell: Burkitt, W. xyxy=(19,1948,57,1957)
table-row xyxy=(19,1940,188,1949)
list-item: St. Andrew-street / Walker-street xyxy=(199,1657,317,1666)
advert xyxy=(559,1602,728,1649)
letter-heading: DUNEDIN HOSPITAL. xyxy=(768,244,879,255)
advert xyxy=(199,412,368,526)
table-cell: Allen, G. xyxy=(19,1838,50,1847)
advert-big-number: 3000 xyxy=(559,852,621,879)
advert-text: STORE TO LET, situate near the Custom House, size 36 x 18. Immediate possession. xyxy=(199,938,368,971)
article-source: (From "Life, Resources, and Peril in Coal Mines," in the Quarterly Review.) xyxy=(927,264,1081,283)
table-cell: Hollands, J. xyxy=(19,1739,60,1748)
